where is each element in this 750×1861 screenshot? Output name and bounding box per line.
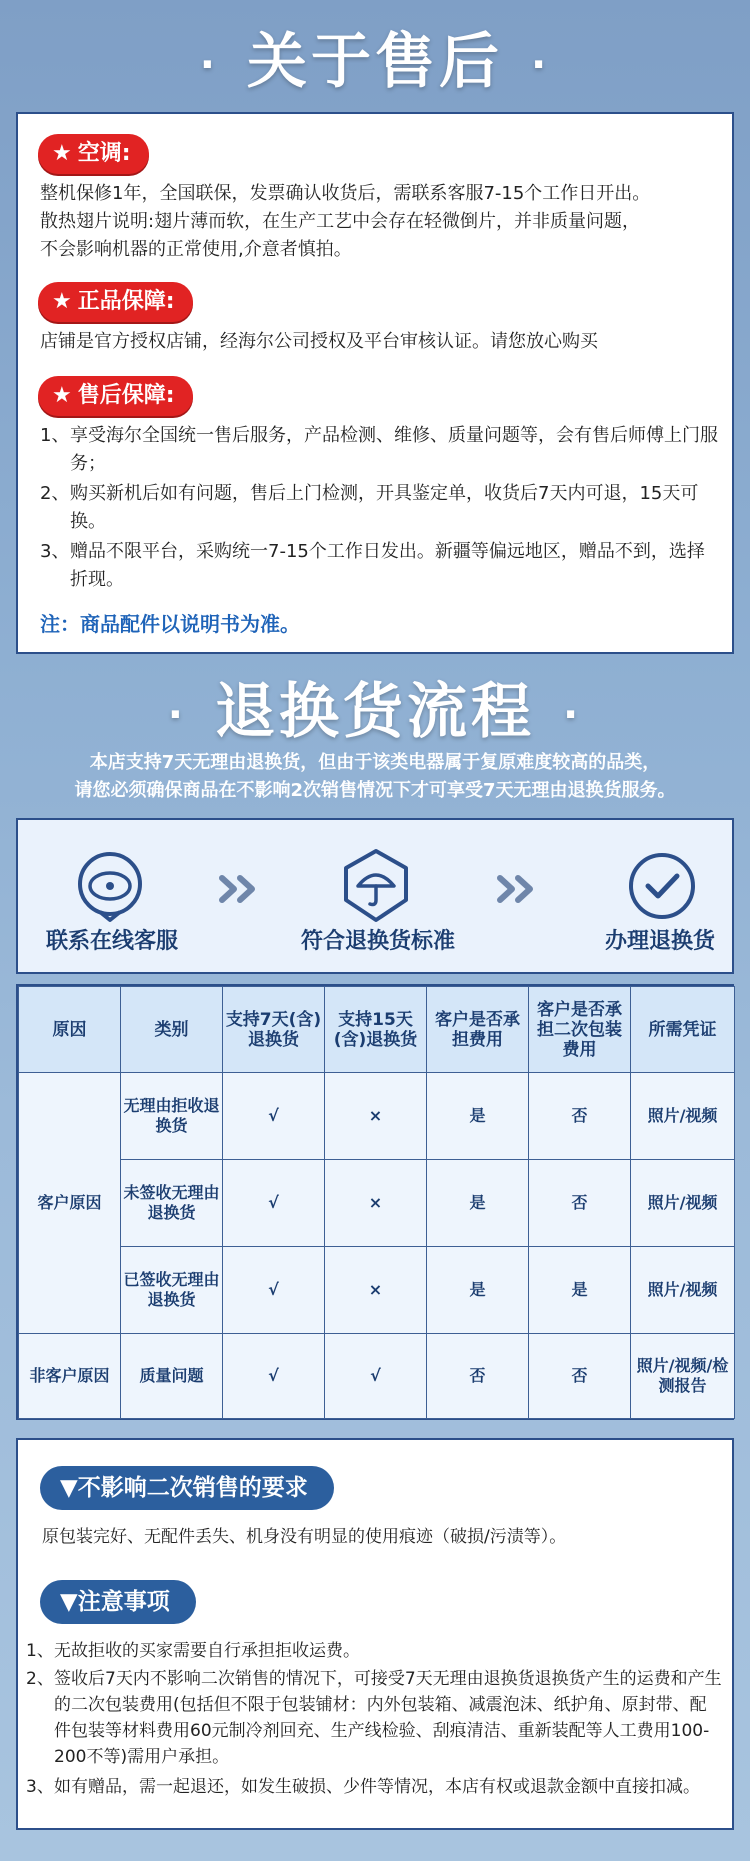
ac-text	[40, 180, 718, 264]
ac-line-3: 不会影响机器的正常使用,介意者慎拍。	[40, 239, 352, 260]
about-panel	[16, 112, 734, 654]
table-row	[19, 1247, 735, 1334]
table-row	[19, 1073, 735, 1160]
notes-badge: ▼注意事项	[40, 1580, 196, 1624]
header-pack-fee: 客户是否承担二次包装费用	[529, 987, 631, 1073]
fee-cell: 是	[427, 1073, 529, 1160]
fee-cell: 是	[427, 1247, 529, 1334]
header-reason: 原因	[19, 987, 121, 1073]
requirements-panel	[16, 1438, 734, 1830]
note-item-2: 2、 签收后7天内不影响二次销售的情况下，可接受7天无理由退换货退换货产生的运费和产生的二次包装费用(包括但不限于包装铺材：内外包装箱、减震泡沫、纸护角、原封带、配件包装等材料费用60元制冷剂回充、生产线检验、刮痕清洁、重新装配等人工费用100-200不等)需用户承担。	[26, 1669, 722, 1767]
pack-fee-cell: 是	[529, 1247, 631, 1334]
support-15day-cell: ×	[325, 1247, 427, 1334]
aftersale-badge: ★ 售后保障:	[38, 376, 193, 416]
header-proof: 所需凭证	[631, 987, 735, 1073]
fee-cell: 否	[427, 1334, 529, 1419]
aftersale-item-2: 2、 购买新机后如有问题，售后上门检测，开具鉴定单，收货后7天内可退，15天可换。	[40, 483, 699, 532]
star-icon: ★	[52, 383, 72, 408]
table-row	[19, 1334, 735, 1419]
category-cell: 质量问题	[121, 1334, 223, 1419]
pack-fee-cell: 否	[529, 1334, 631, 1419]
genuine-badge: ★ 正品保障:	[38, 282, 193, 322]
ac-line-2: 散热翅片说明:翅片薄而软，在生产工艺中会存在轻微倒片，并非质量问题，	[40, 211, 641, 232]
double-chevron-right-icon	[218, 874, 262, 904]
category-cell: 未签收无理由退换货	[121, 1160, 223, 1247]
pack-fee-cell: 否	[529, 1160, 631, 1247]
step-1-label: 联系在线客服	[45, 929, 178, 954]
category-cell: 已签收无理由退换货	[121, 1247, 223, 1334]
support-7day-cell: √	[223, 1160, 325, 1247]
support-15day-cell: √	[325, 1334, 427, 1419]
about-title-text: 关于售后	[247, 27, 503, 97]
pack-fee-cell: 否	[529, 1073, 631, 1160]
about-section-title: · 关于售后 ·	[199, 27, 551, 97]
process-intro-2: 请您必须确保商品在不影响2次销售情况下才可享受7天无理由退换货服务。	[74, 780, 676, 801]
proof-cell: 照片/视频/检测报告	[631, 1334, 735, 1419]
process-intro-1: 本店支持7天无理由退换货，但由于该类电器属于复原难度较高的品类，	[89, 752, 661, 773]
aftersale-note: 注：商品配件以说明书为准。	[40, 612, 300, 636]
table-header-row	[19, 987, 735, 1073]
customer-service-icon	[72, 848, 148, 924]
support-7day-cell: √	[223, 1334, 325, 1419]
reason-non-customer: 非客户原因	[19, 1334, 121, 1419]
aftersale-item-3: 3、 赠品不限平台，采购统一7-15个工作日发出。新疆等偏远地区，赠品不到，选择折现。	[40, 541, 705, 590]
ac-badge: ★ 空调:	[38, 134, 149, 174]
header-category: 类别	[121, 987, 223, 1073]
table-row	[19, 1160, 735, 1247]
process-title-text: 退换货流程	[215, 677, 535, 747]
note-item-1: 1、 无故拒收的买家需要自行承担拒收运费。	[26, 1641, 360, 1661]
step-2-label: 符合退换货标准	[300, 929, 455, 954]
header-fee: 客户是否承担费用	[427, 987, 529, 1073]
header-7day: 支持7天(含)退换货	[223, 987, 325, 1073]
process-section-title: · 退换货流程 ·	[167, 677, 583, 747]
double-chevron-right-icon	[496, 874, 540, 904]
header-15day: 支持15天(含)退换货	[325, 987, 427, 1073]
return-policy-table-panel	[16, 984, 734, 1420]
resale-requirement-text: 原包装完好、无配件丢失、机身没有明显的使用痕迹（破损/污渍等）。	[42, 1527, 567, 1547]
genuine-text: 店铺是官方授权店铺，经海尔公司授权及平台审核认证。请您放心购买	[40, 331, 598, 352]
proof-cell: 照片/视频	[631, 1073, 735, 1160]
resale-requirement-badge: ▼不影响二次销售的要求	[40, 1466, 334, 1510]
category-cell: 无理由拒收退换货	[121, 1073, 223, 1160]
star-icon: ★	[52, 289, 72, 314]
support-15day-cell: ×	[325, 1073, 427, 1160]
support-7day-cell: √	[223, 1247, 325, 1334]
aftersale-item-1: 1、 享受海尔全国统一售后服务，产品检测、维修、质量问题等，会有售后师傅上门服务；	[40, 425, 718, 474]
ac-line-1: 整机保修1年，全国联保，发票确认收货后，需联系客服7-15个工作日开出。	[40, 183, 651, 204]
fee-cell: 是	[427, 1160, 529, 1247]
return-policy-table	[18, 986, 735, 1419]
check-circle-icon	[624, 848, 700, 924]
support-7day-cell: √	[223, 1073, 325, 1160]
star-icon: ★	[52, 141, 72, 166]
steps-panel	[16, 818, 734, 974]
step-3-label: 办理退换货	[604, 929, 715, 954]
proof-cell: 照片/视频	[631, 1160, 735, 1247]
proof-cell: 照片/视频	[631, 1247, 735, 1334]
umbrella-shield-icon	[338, 848, 414, 924]
reason-customer: 客户原因	[19, 1073, 121, 1334]
support-15day-cell: ×	[325, 1160, 427, 1247]
note-item-3: 3、 如有赠品，需一起退还，如发生破损、少件等情况，本店有权或退款金额中直接扣减。	[26, 1777, 700, 1797]
